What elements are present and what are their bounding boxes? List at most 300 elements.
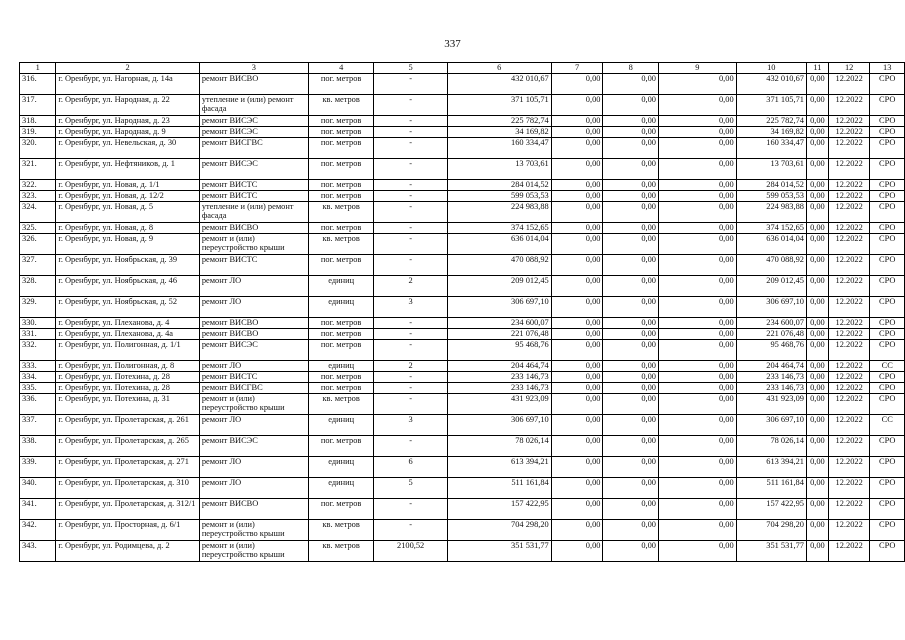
work-type-cell: ремонт ВИСЭС xyxy=(199,115,308,126)
column-header: 11 xyxy=(806,63,828,74)
work-type-cell: ремонт ВИСВО xyxy=(199,73,308,94)
work-type-cell: ремонт ВИСЭС xyxy=(199,339,308,360)
quantity-cell: - xyxy=(374,254,447,275)
fund-cell: 0,00 xyxy=(551,158,603,179)
unit-cell: пог. метров xyxy=(308,371,374,382)
quantity-cell: - xyxy=(374,382,447,393)
quantity-cell: - xyxy=(374,233,447,254)
address-cell: г. Оренбург, ул. Потехина, д. 28 xyxy=(56,382,199,393)
table-row xyxy=(20,233,905,254)
table-row xyxy=(20,360,905,371)
method-cell: СС xyxy=(870,414,905,435)
address-cell: г. Оренбург, ул. Плеханова, д. 4 xyxy=(56,317,199,328)
register-table xyxy=(19,62,905,562)
unit-cell: кв. метров xyxy=(308,233,374,254)
owners-funds-cell: 95 468,76 xyxy=(736,339,806,360)
work-type-cell: ремонт и (или) переустройство крыши xyxy=(199,233,308,254)
owners-funds-cell: 204 464,74 xyxy=(736,360,806,371)
fund-cell: 0,00 xyxy=(551,137,603,158)
unit-cell: пог. метров xyxy=(308,73,374,94)
method-cell: СРО xyxy=(870,73,905,94)
work-type-cell: ремонт ВИСТС xyxy=(199,254,308,275)
quantity-cell: 2100,52 xyxy=(374,540,447,561)
address-cell: г. Оренбург, ул. Народная, д. 9 xyxy=(56,126,199,137)
budget-cell: 0,00 xyxy=(603,254,659,275)
total-cost-cell: 351 531,77 xyxy=(447,540,551,561)
quantity-cell: - xyxy=(374,115,447,126)
unit-cell: пог. метров xyxy=(308,435,374,456)
budget-cell: 0,00 xyxy=(603,296,659,317)
unit-cell: пог. метров xyxy=(308,179,374,190)
table-row xyxy=(20,126,905,137)
work-type-cell: ремонт ВИСЭС xyxy=(199,435,308,456)
table-row xyxy=(20,179,905,190)
other-cell: 0,00 xyxy=(806,158,828,179)
method-cell: СРО xyxy=(870,456,905,477)
quantity-cell: - xyxy=(374,94,447,115)
fund-cell: 0,00 xyxy=(551,222,603,233)
work-type-cell: ремонт ВИСТС xyxy=(199,179,308,190)
local-budget-cell: 0,00 xyxy=(658,519,736,540)
local-budget-cell: 0,00 xyxy=(658,126,736,137)
deadline-cell: 12.2022 xyxy=(828,137,870,158)
owners-funds-cell: 636 014,04 xyxy=(736,233,806,254)
other-cell: 0,00 xyxy=(806,73,828,94)
budget-cell: 0,00 xyxy=(603,477,659,498)
table-row xyxy=(20,456,905,477)
fund-cell: 0,00 xyxy=(551,339,603,360)
unit-cell: пог. метров xyxy=(308,222,374,233)
deadline-cell: 12.2022 xyxy=(828,339,870,360)
method-cell: СРО xyxy=(870,222,905,233)
other-cell: 0,00 xyxy=(806,317,828,328)
method-cell: СРО xyxy=(870,328,905,339)
fund-cell: 0,00 xyxy=(551,201,603,222)
fund-cell: 0,00 xyxy=(551,414,603,435)
local-budget-cell: 0,00 xyxy=(658,540,736,561)
budget-cell: 0,00 xyxy=(603,275,659,296)
method-cell: СРО xyxy=(870,233,905,254)
local-budget-cell: 0,00 xyxy=(658,190,736,201)
local-budget-cell: 0,00 xyxy=(658,275,736,296)
column-header: 12 xyxy=(828,63,870,74)
total-cost-cell: 225 782,74 xyxy=(447,115,551,126)
owners-funds-cell: 233 146,73 xyxy=(736,371,806,382)
other-cell: 0,00 xyxy=(806,179,828,190)
total-cost-cell: 13 703,61 xyxy=(447,158,551,179)
total-cost-cell: 34 169,82 xyxy=(447,126,551,137)
total-cost-cell: 613 394,21 xyxy=(447,456,551,477)
other-cell: 0,00 xyxy=(806,296,828,317)
local-budget-cell: 0,00 xyxy=(658,158,736,179)
owners-funds-cell: 511 161,84 xyxy=(736,477,806,498)
row-number: 343. xyxy=(20,540,56,561)
other-cell: 0,00 xyxy=(806,456,828,477)
other-cell: 0,00 xyxy=(806,233,828,254)
row-number: 316. xyxy=(20,73,56,94)
table-row xyxy=(20,328,905,339)
column-header: 9 xyxy=(658,63,736,74)
total-cost-cell: 306 697,10 xyxy=(447,296,551,317)
row-number: 320. xyxy=(20,137,56,158)
row-number: 339. xyxy=(20,456,56,477)
unit-cell: кв. метров xyxy=(308,94,374,115)
total-cost-cell: 224 983,88 xyxy=(447,201,551,222)
total-cost-cell: 160 334,47 xyxy=(447,137,551,158)
unit-cell: пог. метров xyxy=(308,317,374,328)
fund-cell: 0,00 xyxy=(551,296,603,317)
other-cell: 0,00 xyxy=(806,435,828,456)
unit-cell: пог. метров xyxy=(308,498,374,519)
table-row xyxy=(20,190,905,201)
fund-cell: 0,00 xyxy=(551,477,603,498)
other-cell: 0,00 xyxy=(806,254,828,275)
address-cell: г. Оренбург, ул. Народная, д. 22 xyxy=(56,94,199,115)
work-type-cell: ремонт ВИСВО xyxy=(199,328,308,339)
owners-funds-cell: 599 053,53 xyxy=(736,190,806,201)
deadline-cell: 12.2022 xyxy=(828,115,870,126)
row-number: 327. xyxy=(20,254,56,275)
unit-cell: единиц xyxy=(308,414,374,435)
work-type-cell: ремонт ЛО xyxy=(199,275,308,296)
other-cell: 0,00 xyxy=(806,498,828,519)
owners-funds-cell: 306 697,10 xyxy=(736,414,806,435)
local-budget-cell: 0,00 xyxy=(658,498,736,519)
work-type-cell: утепление и (или) ремонт фасада xyxy=(199,94,308,115)
other-cell: 0,00 xyxy=(806,328,828,339)
method-cell: СРО xyxy=(870,126,905,137)
row-number: 329. xyxy=(20,296,56,317)
budget-cell: 0,00 xyxy=(603,328,659,339)
total-cost-cell: 371 105,71 xyxy=(447,94,551,115)
table-row xyxy=(20,540,905,561)
owners-funds-cell: 470 088,92 xyxy=(736,254,806,275)
quantity-cell: 5 xyxy=(374,477,447,498)
owners-funds-cell: 13 703,61 xyxy=(736,158,806,179)
row-number: 322. xyxy=(20,179,56,190)
total-cost-cell: 221 076,48 xyxy=(447,328,551,339)
row-number: 336. xyxy=(20,393,56,414)
quantity-cell: 3 xyxy=(374,414,447,435)
work-type-cell: ремонт ЛО xyxy=(199,477,308,498)
method-cell: СРО xyxy=(870,137,905,158)
table-row xyxy=(20,254,905,275)
address-cell: г. Оренбург, ул. Полигонная, д. 1/1 xyxy=(56,339,199,360)
table-row xyxy=(20,414,905,435)
total-cost-cell: 234 600,07 xyxy=(447,317,551,328)
owners-funds-cell: 157 422,95 xyxy=(736,498,806,519)
work-type-cell: ремонт и (или) переустройство крыши xyxy=(199,393,308,414)
method-cell: СРО xyxy=(870,254,905,275)
unit-cell: пог. метров xyxy=(308,190,374,201)
table-row xyxy=(20,498,905,519)
total-cost-cell: 599 053,53 xyxy=(447,190,551,201)
deadline-cell: 12.2022 xyxy=(828,222,870,233)
total-cost-cell: 204 464,74 xyxy=(447,360,551,371)
budget-cell: 0,00 xyxy=(603,115,659,126)
address-cell: г. Оренбург, ул. Новая, д. 9 xyxy=(56,233,199,254)
address-cell: г. Оренбург, ул. Новая, д. 1/1 xyxy=(56,179,199,190)
table-row xyxy=(20,115,905,126)
deadline-cell: 12.2022 xyxy=(828,126,870,137)
deadline-cell: 12.2022 xyxy=(828,254,870,275)
other-cell: 0,00 xyxy=(806,519,828,540)
row-number: 341. xyxy=(20,498,56,519)
address-cell: г. Оренбург, ул. Невельская, д. 30 xyxy=(56,137,199,158)
total-cost-cell: 374 152,65 xyxy=(447,222,551,233)
table-row xyxy=(20,519,905,540)
fund-cell: 0,00 xyxy=(551,371,603,382)
local-budget-cell: 0,00 xyxy=(658,371,736,382)
owners-funds-cell: 432 010,67 xyxy=(736,73,806,94)
deadline-cell: 12.2022 xyxy=(828,371,870,382)
quantity-cell: - xyxy=(374,317,447,328)
deadline-cell: 12.2022 xyxy=(828,477,870,498)
quantity-cell: - xyxy=(374,126,447,137)
quantity-cell: - xyxy=(374,201,447,222)
row-number: 328. xyxy=(20,275,56,296)
total-cost-cell: 209 012,45 xyxy=(447,275,551,296)
other-cell: 0,00 xyxy=(806,371,828,382)
other-cell: 0,00 xyxy=(806,414,828,435)
unit-cell: кв. метров xyxy=(308,519,374,540)
unit-cell: кв. метров xyxy=(308,201,374,222)
owners-funds-cell: 209 012,45 xyxy=(736,275,806,296)
local-budget-cell: 0,00 xyxy=(658,201,736,222)
column-header: 10 xyxy=(736,63,806,74)
owners-funds-cell: 34 169,82 xyxy=(736,126,806,137)
table-row xyxy=(20,158,905,179)
local-budget-cell: 0,00 xyxy=(658,328,736,339)
column-header: 6 xyxy=(447,63,551,74)
unit-cell: пог. метров xyxy=(308,328,374,339)
local-budget-cell: 0,00 xyxy=(658,179,736,190)
address-cell: г. Оренбург, ул. Родимцева, д. 2 xyxy=(56,540,199,561)
method-cell: СРО xyxy=(870,477,905,498)
unit-cell: единиц xyxy=(308,360,374,371)
total-cost-cell: 704 298,20 xyxy=(447,519,551,540)
address-cell: г. Оренбург, ул. Пролетарская, д. 271 xyxy=(56,456,199,477)
row-number: 333. xyxy=(20,360,56,371)
work-type-cell: ремонт ЛО xyxy=(199,360,308,371)
owners-funds-cell: 78 026,14 xyxy=(736,435,806,456)
row-number: 317. xyxy=(20,94,56,115)
work-type-cell: ремонт ЛО xyxy=(199,456,308,477)
local-budget-cell: 0,00 xyxy=(658,456,736,477)
address-cell: г. Оренбург, ул. Нагорная, д. 14а xyxy=(56,73,199,94)
work-type-cell: ремонт ЛО xyxy=(199,414,308,435)
fund-cell: 0,00 xyxy=(551,393,603,414)
budget-cell: 0,00 xyxy=(603,222,659,233)
other-cell: 0,00 xyxy=(806,275,828,296)
owners-funds-cell: 221 076,48 xyxy=(736,328,806,339)
quantity-cell: 2 xyxy=(374,360,447,371)
fund-cell: 0,00 xyxy=(551,435,603,456)
work-type-cell: ремонт ВИСЭС xyxy=(199,158,308,179)
work-type-cell: ремонт ВИСВО xyxy=(199,317,308,328)
budget-cell: 0,00 xyxy=(603,360,659,371)
work-type-cell: ремонт ВИСВО xyxy=(199,222,308,233)
deadline-cell: 12.2022 xyxy=(828,296,870,317)
total-cost-cell: 157 422,95 xyxy=(447,498,551,519)
owners-funds-cell: 374 152,65 xyxy=(736,222,806,233)
column-header: 8 xyxy=(603,63,659,74)
fund-cell: 0,00 xyxy=(551,233,603,254)
address-cell: г. Оренбург, ул. Новая, д. 12/2 xyxy=(56,190,199,201)
owners-funds-cell: 233 146,73 xyxy=(736,382,806,393)
deadline-cell: 12.2022 xyxy=(828,317,870,328)
quantity-cell: - xyxy=(374,393,447,414)
other-cell: 0,00 xyxy=(806,115,828,126)
row-number: 319. xyxy=(20,126,56,137)
total-cost-cell: 95 468,76 xyxy=(447,339,551,360)
budget-cell: 0,00 xyxy=(603,382,659,393)
work-type-cell: утепление и (или) ремонт фасада xyxy=(199,201,308,222)
deadline-cell: 12.2022 xyxy=(828,360,870,371)
method-cell: СРО xyxy=(870,296,905,317)
fund-cell: 0,00 xyxy=(551,179,603,190)
unit-cell: пог. метров xyxy=(308,158,374,179)
budget-cell: 0,00 xyxy=(603,414,659,435)
deadline-cell: 12.2022 xyxy=(828,498,870,519)
other-cell: 0,00 xyxy=(806,382,828,393)
column-header: 13 xyxy=(870,63,905,74)
quantity-cell: 6 xyxy=(374,456,447,477)
fund-cell: 0,00 xyxy=(551,328,603,339)
budget-cell: 0,00 xyxy=(603,190,659,201)
row-number: 337. xyxy=(20,414,56,435)
local-budget-cell: 0,00 xyxy=(658,435,736,456)
work-type-cell: ремонт ВИСЭС xyxy=(199,126,308,137)
owners-funds-cell: 371 105,71 xyxy=(736,94,806,115)
work-type-cell: ремонт ЛО xyxy=(199,296,308,317)
column-header: 2 xyxy=(56,63,199,74)
quantity-cell: - xyxy=(374,435,447,456)
total-cost-cell: 233 146,73 xyxy=(447,371,551,382)
local-budget-cell: 0,00 xyxy=(658,115,736,126)
local-budget-cell: 0,00 xyxy=(658,137,736,158)
quantity-cell: - xyxy=(374,339,447,360)
unit-cell: кв. метров xyxy=(308,393,374,414)
address-cell: г. Оренбург, ул. Потехина, д. 28 xyxy=(56,371,199,382)
owners-funds-cell: 704 298,20 xyxy=(736,519,806,540)
deadline-cell: 12.2022 xyxy=(828,233,870,254)
fund-cell: 0,00 xyxy=(551,254,603,275)
deadline-cell: 12.2022 xyxy=(828,540,870,561)
address-cell: г. Оренбург, ул. Новая, д. 5 xyxy=(56,201,199,222)
method-cell: СРО xyxy=(870,498,905,519)
quantity-cell: - xyxy=(374,73,447,94)
method-cell: СРО xyxy=(870,94,905,115)
deadline-cell: 12.2022 xyxy=(828,519,870,540)
work-type-cell: ремонт и (или) переустройство крыши xyxy=(199,519,308,540)
method-cell: СРО xyxy=(870,382,905,393)
address-cell: г. Оренбург, ул. Пролетарская, д. 312/1 xyxy=(56,498,199,519)
method-cell: СРО xyxy=(870,201,905,222)
local-budget-cell: 0,00 xyxy=(658,393,736,414)
quantity-cell: - xyxy=(374,137,447,158)
address-cell: г. Оренбург, ул. Плеханова, д. 4а xyxy=(56,328,199,339)
method-cell: СРО xyxy=(870,275,905,296)
deadline-cell: 12.2022 xyxy=(828,158,870,179)
owners-funds-cell: 431 923,09 xyxy=(736,393,806,414)
fund-cell: 0,00 xyxy=(551,519,603,540)
table-row xyxy=(20,201,905,222)
deadline-cell: 12.2022 xyxy=(828,382,870,393)
owners-funds-cell: 284 014,52 xyxy=(736,179,806,190)
other-cell: 0,00 xyxy=(806,540,828,561)
total-cost-cell: 470 088,92 xyxy=(447,254,551,275)
fund-cell: 0,00 xyxy=(551,382,603,393)
quantity-cell: - xyxy=(374,222,447,233)
local-budget-cell: 0,00 xyxy=(658,382,736,393)
total-cost-cell: 636 014,04 xyxy=(447,233,551,254)
address-cell: г. Оренбург, ул. Ноябрьская, д. 46 xyxy=(56,275,199,296)
work-type-cell: ремонт ВИСТС xyxy=(199,190,308,201)
quantity-cell: - xyxy=(374,519,447,540)
total-cost-cell: 306 697,10 xyxy=(447,414,551,435)
address-cell: г. Оренбург, ул. Полигонная, д. 8 xyxy=(56,360,199,371)
local-budget-cell: 0,00 xyxy=(658,477,736,498)
other-cell: 0,00 xyxy=(806,393,828,414)
table-row xyxy=(20,317,905,328)
total-cost-cell: 431 923,09 xyxy=(447,393,551,414)
table-row xyxy=(20,296,905,317)
local-budget-cell: 0,00 xyxy=(658,233,736,254)
budget-cell: 0,00 xyxy=(603,158,659,179)
budget-cell: 0,00 xyxy=(603,435,659,456)
row-number: 342. xyxy=(20,519,56,540)
budget-cell: 0,00 xyxy=(603,540,659,561)
method-cell: СС xyxy=(870,360,905,371)
quantity-cell: - xyxy=(374,179,447,190)
fund-cell: 0,00 xyxy=(551,360,603,371)
table-row xyxy=(20,339,905,360)
method-cell: СРО xyxy=(870,317,905,328)
unit-cell: единиц xyxy=(308,296,374,317)
row-number: 323. xyxy=(20,190,56,201)
deadline-cell: 12.2022 xyxy=(828,393,870,414)
deadline-cell: 12.2022 xyxy=(828,414,870,435)
deadline-cell: 12.2022 xyxy=(828,179,870,190)
table-row xyxy=(20,275,905,296)
budget-cell: 0,00 xyxy=(603,317,659,328)
fund-cell: 0,00 xyxy=(551,456,603,477)
budget-cell: 0,00 xyxy=(603,137,659,158)
column-number-row xyxy=(20,63,905,74)
row-number: 340. xyxy=(20,477,56,498)
work-type-cell: ремонт ВИСГВС xyxy=(199,382,308,393)
unit-cell: единиц xyxy=(308,275,374,296)
address-cell: г. Оренбург, ул. Ноябрьская, д. 52 xyxy=(56,296,199,317)
quantity-cell: 3 xyxy=(374,296,447,317)
deadline-cell: 12.2022 xyxy=(828,190,870,201)
quantity-cell: - xyxy=(374,190,447,201)
other-cell: 0,00 xyxy=(806,360,828,371)
budget-cell: 0,00 xyxy=(603,179,659,190)
row-number: 334. xyxy=(20,371,56,382)
address-cell: г. Оренбург, ул. Пролетарская, д. 310 xyxy=(56,477,199,498)
total-cost-cell: 233 146,73 xyxy=(447,382,551,393)
column-header: 1 xyxy=(20,63,56,74)
unit-cell: пог. метров xyxy=(308,126,374,137)
fund-cell: 0,00 xyxy=(551,190,603,201)
owners-funds-cell: 224 983,88 xyxy=(736,201,806,222)
table-row xyxy=(20,477,905,498)
unit-cell: единиц xyxy=(308,456,374,477)
budget-cell: 0,00 xyxy=(603,233,659,254)
quantity-cell: 2 xyxy=(374,275,447,296)
